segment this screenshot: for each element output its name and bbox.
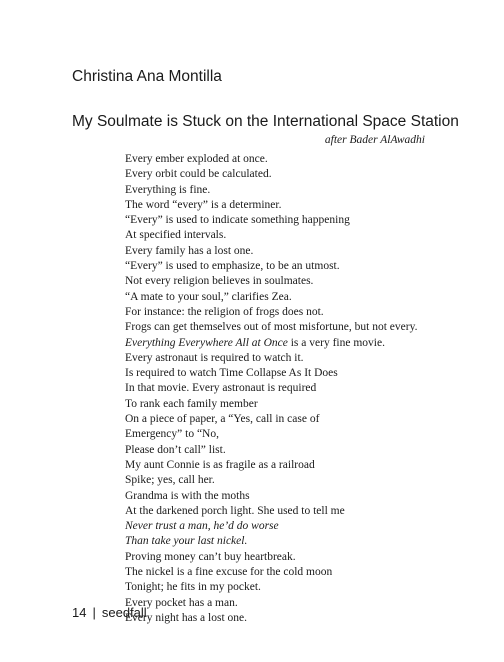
- poem-body: [125, 152, 417, 626]
- poem-line-text: My aunt Connie is as fragile as a railroad: [125, 458, 315, 471]
- poem-line: [125, 611, 417, 626]
- poem-line: [125, 504, 417, 519]
- poem-line-text: Than take your last nickel.: [125, 535, 248, 548]
- poem-line-text: Every astronaut is required to watch it.: [125, 351, 304, 364]
- poem-line: [125, 489, 417, 504]
- page-footer: [72, 605, 147, 620]
- poem-line: [125, 519, 417, 534]
- poem-line: [125, 336, 417, 351]
- poem-line-text: Is required to watch Time Collapse As It Does: [125, 367, 338, 380]
- poem-line: [125, 381, 417, 396]
- poem-line-text: For instance: the religion of frogs does not.: [125, 305, 324, 318]
- poem-line-text: At specified intervals.: [125, 229, 227, 242]
- poem-line: [125, 274, 417, 289]
- poem-line-text: Every family has a lost one.: [125, 244, 254, 257]
- poem-line-text: “Every” is used to indicate something happening: [125, 214, 350, 227]
- poem-line: [125, 397, 417, 412]
- author-name: Christina Ana Montilla: [72, 68, 222, 85]
- poem-line: [125, 412, 417, 427]
- poem-line: [125, 443, 417, 458]
- poem-line-text: Frogs can get themselves out of most misfortune, but not every.: [125, 321, 418, 334]
- poem-line-text: Every pocket has a man.: [125, 596, 238, 609]
- poem-line: [125, 305, 417, 320]
- poem-line-text: On a piece of paper, a “Yes, call in case of: [125, 413, 320, 426]
- poem-line-text: Spike; yes, call her.: [125, 474, 215, 487]
- poem-line-text: Tonight; he fits in my pocket.: [125, 581, 261, 594]
- poem-line: [125, 198, 417, 213]
- poem-line: [125, 550, 417, 565]
- poem-line-italic-part: Everything Everywhere All at Once: [125, 336, 288, 349]
- poem-line-text: Everything is fine.: [125, 183, 211, 196]
- poem-line: [125, 320, 417, 335]
- poem-line: [125, 473, 417, 488]
- poem-line-text: Please don’t call” list.: [125, 443, 226, 456]
- poem-line-text: is a very fine movie.: [287, 336, 385, 349]
- poem-line-text: The nickel is a fine excuse for the cold moon: [125, 566, 333, 579]
- poem-title: My Soulmate is Stuck on the International Space Station: [72, 113, 459, 130]
- poem-line: [125, 565, 417, 580]
- journal-name: seedfall: [101, 605, 147, 620]
- poem-line: [125, 167, 417, 182]
- poem-line: [125, 290, 417, 305]
- poem-line: [125, 596, 417, 611]
- poem-line-text: Every night has a lost one.: [125, 611, 248, 624]
- poem-line-text: “A mate to your soul,” clarifies Zea.: [125, 290, 292, 303]
- poem-line: [125, 458, 417, 473]
- poem-line-text: In that movie. Every astronaut is required: [125, 382, 317, 395]
- poem-line-text: The word “every” is a determiner.: [125, 198, 282, 211]
- poem-line-text: To rank each family member: [125, 397, 258, 410]
- poem-line: [125, 427, 417, 442]
- poem-line: [125, 213, 417, 228]
- poem-line-text: Every ember exploded at once.: [125, 153, 268, 165]
- poem-line-text: Every orbit could be calculated.: [125, 168, 272, 181]
- poem-line: [125, 228, 417, 243]
- dedication: after Bader AlAwadhi: [324, 134, 425, 146]
- poem-line-text: At the darkened porch light. She used to tell me: [125, 504, 345, 517]
- poem-line: [125, 183, 417, 198]
- page-number: 14: [72, 605, 87, 620]
- footer-separator: |: [92, 605, 96, 620]
- poem-line: [125, 534, 417, 549]
- poem-line: [125, 366, 417, 381]
- poem-line: [125, 244, 417, 259]
- poem-line: [125, 580, 417, 595]
- poem-line-text: Never trust a man, he’d do worse: [125, 520, 279, 533]
- poem-line-text: Emergency” to “No,: [125, 428, 219, 441]
- poem-line: [125, 351, 417, 366]
- poem-line-text: Proving money can’t buy heartbreak.: [125, 550, 296, 563]
- poem-line-text: “Every” is used to emphasize, to be an utmost.: [125, 260, 340, 273]
- poem-line-text: Grandma is with the moths: [125, 489, 250, 502]
- poem-line-text: Not every religion believes in soulmates.: [125, 275, 314, 288]
- poem-line: [125, 259, 417, 274]
- poem-line: [125, 152, 417, 167]
